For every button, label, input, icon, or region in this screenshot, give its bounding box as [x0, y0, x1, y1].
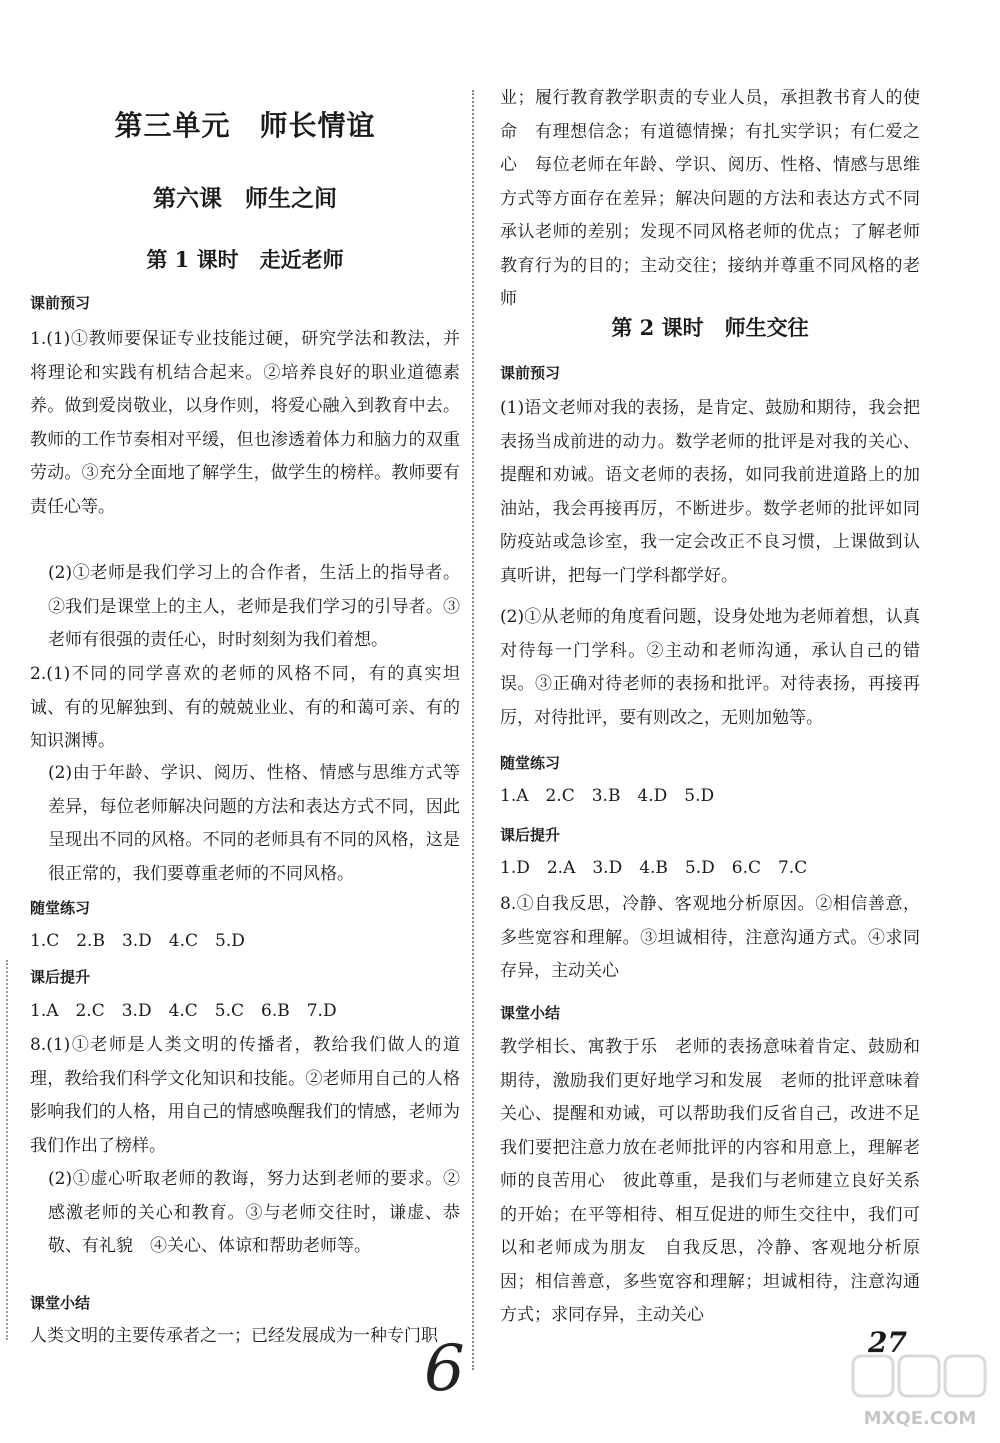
svg-text:MXQE.COM: MXQE.COM: [863, 1408, 977, 1429]
section-in-class-2: 随堂练习: [500, 754, 561, 772]
section-summary: 课堂小结: [30, 1294, 91, 1312]
after-class2-answer-8: 8.①自我反思，冷静、客观地分析原因。②相信善意，多些宽容和理解。③坦诚相待，注意沟通方式。④求同存异，主动关心: [500, 894, 920, 981]
summary2-text: 教学相长、寓教于乐 老师的表扬意味着肯定、鼓励和期待，激励我们更好地学习和发展 老师的批评意味着关心、提醒和劝诫，可以帮助我们反省自己，改进不足 我们要把注意力放在老师批评的内容和用意上，理解老师的良苦用心 彼此尊重，是我们与老师建立良好关系的开始；在平等相待、相互促进的师生交往中，我们可以和老师成为朋友 自我反思，冷静、客观地分析原因；相信善意，多些宽容和理解；坦诚相待，注意沟通方式；求同存异，主动关心: [500, 1037, 937, 1325]
preview-answer-2-2: (2)由于年龄、学识、阅历、性格、情感与思维方式等差异，每位老师解决问题的方法和表达方式不同，因此呈现出不同的风格。不同的老师具有不同的风格，这是很正常的，我们要尊重老师的不同风格。: [48, 763, 460, 884]
watermark-logo: [845, 1352, 995, 1432]
preview-answer-2-1: 2.(1)不同的同学喜欢的老师的风格不同，有的真实坦诚、有的见解独到、有的兢兢业业、有的和蔼可亲、有的知识渊博。: [30, 664, 460, 751]
page-number: 27: [868, 1326, 907, 1359]
lesson-title: 第六课 师生之间: [153, 185, 337, 212]
after-class-answer-8-1: 8.(1)①老师是人类文明的传播者，教给我们做人的道理，教给我们科学文化知识和技能。②老师用自己的人格影响我们的人格，用自己的情感唤醒我们的情感，老师为我们作出了榜样。: [30, 1035, 460, 1156]
section-preview: 课前预习: [30, 294, 91, 312]
after-class-answer-8-2: (2)①虚心听取老师的教诲，努力达到老师的要求。②感激老师的关心和教育。③与老师交往时，谦虚、恭敬、有礼貌 ④关心、体谅和帮助老师等。: [48, 1169, 460, 1256]
section-summary-2: 课堂小结: [500, 1004, 561, 1022]
section-preview-2: 课前预习: [500, 364, 561, 382]
preview2-answer-1: (1)语文老师对我的表扬，是肯定、鼓励和期待，我会把表扬当成前进的动力。数学老师的批评是对我的关心、提醒和劝诫。语文老师的表扬，如同我前进道路上的加油站，我会再接再厉，不断进步。数学老师的批评如同防疫站或急诊室，我一定会改正不良习惯，上课做到认真听讲，把每一门学科都学好。: [500, 398, 920, 586]
column-divider: [472, 90, 474, 1370]
unit-title: 第三单元 师长情谊: [114, 109, 376, 142]
in-class2-answers: 1.A 2.C 3.B 4.D 5.D: [500, 786, 715, 806]
preview-answer-1-2: (2)①老师是我们学习上的合作者，生活上的指导者。②我们是课堂上的主人，老师是我们学习的引导者。③老师有很强的责任心，时时刻刻为我们着想。: [48, 563, 460, 650]
period-2-title: 第 2 课时 师生交往: [611, 315, 809, 340]
binding-margin-dots: [6, 960, 8, 1340]
summary-text-continued: 业；履行教育教学职责的专业人员，承担教书育人的使命 有理想信念；有道德情操；有扎实学识；有仁爱之心 每位老师在年龄、学识、阅历、性格、情感与思维方式等方面存在差异；解决问题的方法和表达方式不同 承认老师的差别；发现不同风格老师的优点；了解老师教育行为的目的；主动交往；接纳并尊重不同风格的老师: [500, 88, 937, 309]
after-class2-answers: 1.D 2.A 3.D 4.B 5.D 6.C 7.C: [500, 858, 808, 878]
period-1-title: 第 1 课时 走近老师: [146, 247, 344, 272]
preview-answer-1-1: 1.(1)①教师要保证专业技能过硬，研究学法和教法，并将理论和实践有机结合起来。②培养良好的职业道德素养。做到爱岗敬业，以身作则，将爱心融入到教育中去。教师的工作节奏相对平缓，但也渗透着体力和脑力的双重劳动。③充分全面地了解学生，做学生的榜样。教师要有责任心等。: [30, 329, 460, 517]
handwritten-mark: 6: [424, 1332, 465, 1406]
summary-text-left: 人类文明的主要传承者之一；已经发展成为一种专门职: [30, 1326, 438, 1346]
section-in-class: 随堂练习: [30, 899, 91, 917]
section-after-class: 课后提升: [30, 968, 91, 986]
after-class-answers: 1.A 2.C 3.D 4.C 5.C 6.B 7.D: [30, 1001, 337, 1021]
preview2-answer-2: (2)①从老师的角度看问题，设身处地为老师着想，认真对待每一门学科。②主动和老师沟通，承认自己的错误。③正确对待老师的表扬和批评。对待表扬，再接再厉，对待批评，要有则改之，无则加勉等。: [500, 607, 920, 728]
in-class-answers: 1.C 2.B 3.D 4.C 5.D: [30, 931, 245, 951]
section-after-class-2: 课后提升: [500, 826, 561, 844]
